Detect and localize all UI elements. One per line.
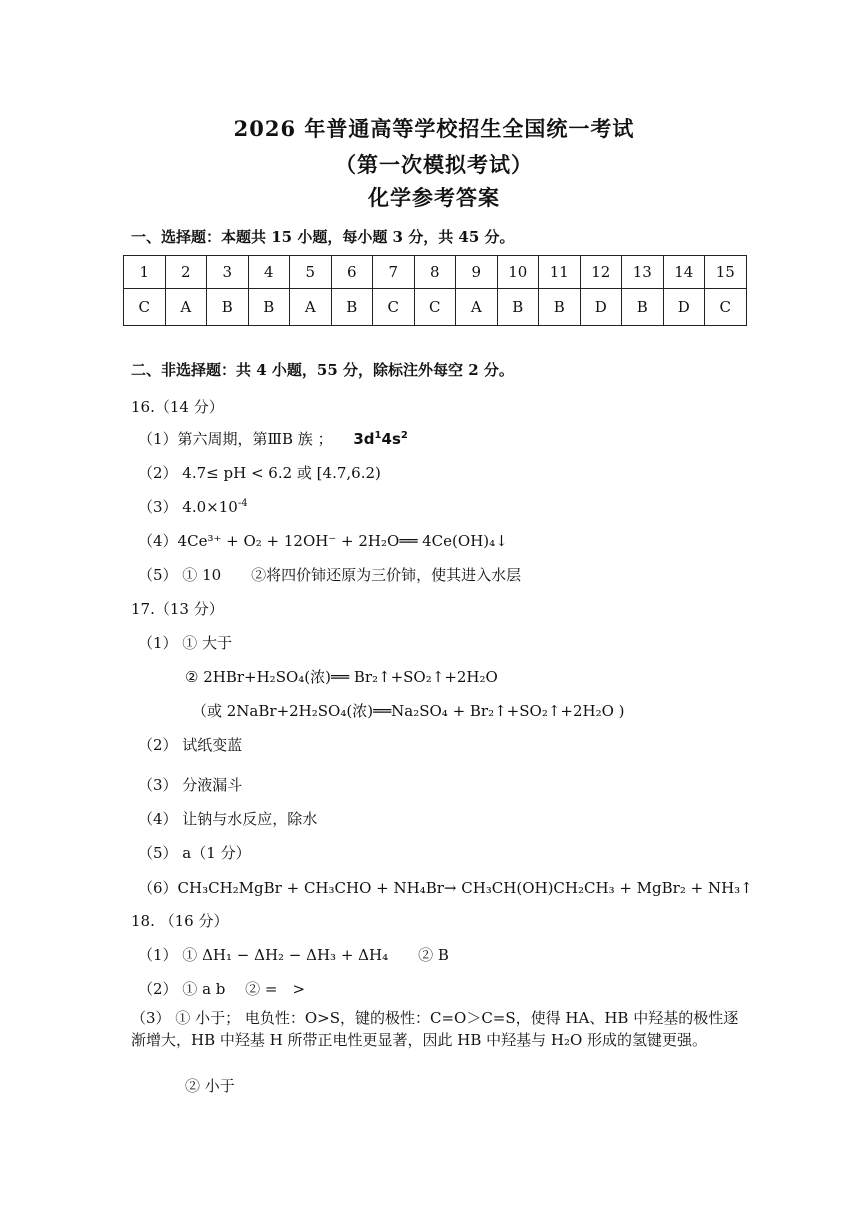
q16-answer-2: （2） 4.7≤ pH < 6.2 或 [4.7,6.2) xyxy=(138,464,381,482)
question-number: 1 xyxy=(124,256,166,289)
q17-answer-1-equation: ② 2HBr+H₂SO₄(浓)══ Br₂↑+SO₂↑+2H₂O xyxy=(185,668,498,686)
q17-answer-3: （3） 分液漏斗 xyxy=(138,776,243,794)
answer-cell: B xyxy=(539,289,581,326)
answer-cell: A xyxy=(456,289,498,326)
q17-answer-1-alternative: （或 2NaBr+2H₂SO₄(浓)══Na₂SO₄ + Br₂↑+SO₂↑+2H₂O ) xyxy=(192,702,625,720)
q18-answer-2: （2） ① a b ② = > xyxy=(138,980,306,998)
question-number: 13 xyxy=(622,256,664,289)
question-number-row xyxy=(124,256,747,289)
question-number: 7 xyxy=(373,256,415,289)
question-number: 2 xyxy=(165,256,207,289)
question-number: 10 xyxy=(497,256,539,289)
question-number: 6 xyxy=(331,256,373,289)
document-title: 化学参考答案 xyxy=(368,185,500,210)
answer-cell: A xyxy=(165,289,207,326)
q17-answer-4: （4） 让钠与水反应，除水 xyxy=(138,810,318,828)
multiple-choice-answer-table xyxy=(123,255,747,326)
question-number: 3 xyxy=(207,256,249,289)
q17-title: 17.（13 分） xyxy=(131,600,224,618)
q17-answer-2: （2） 试纸变蓝 xyxy=(138,736,243,754)
q17-answer-5: （5） a（1 分） xyxy=(138,844,251,862)
answer-cell: C xyxy=(124,289,166,326)
q16-answer-3: （3） $4.0\times 10^{-4}$ xyxy=(138,498,248,516)
answer-cell: B xyxy=(207,289,249,326)
q18-answer-3-part-2: ② 小于 xyxy=(185,1077,235,1095)
answer-cell: D xyxy=(580,289,622,326)
question-number: 9 xyxy=(456,256,498,289)
q17-answer-1: （1） ① 大于 xyxy=(138,634,233,652)
q16-answer-5: （5） ① 10 ②将四价铈还原为三价铈，使其进入水层 xyxy=(138,566,522,584)
q18-answer-3: （3） ① 小于； 电负性：O>S，键的极性：C=O＞C=S，使得 HA、HB 中羟基的极性逐渐增大，HB 中羟基 H 所带正电性更显著，因此 HB 中羟基与 H₂O 形成的氢键更强。 xyxy=(131,1009,739,1049)
answer-cell: C xyxy=(414,289,456,326)
q16-answer-1 xyxy=(138,428,408,449)
section2-heading: 二、非选择题：共 4 小题，55 分，除标注外每空 2 分。 xyxy=(131,361,514,379)
question-number: 11 xyxy=(539,256,581,289)
q16-answer-1-text: （1）第六周期，第ⅢB 族 ； xyxy=(138,430,333,448)
question-number: 15 xyxy=(705,256,747,289)
answer-cell: A xyxy=(290,289,332,326)
q18-answer-1: （1） ① ΔH₁ − ΔH₂ − ΔH₃ + ΔH₄ ② B xyxy=(138,946,449,964)
electron-configuration: $3d^14s^2$ xyxy=(353,430,408,448)
question-number: 4 xyxy=(248,256,290,289)
answer-cell: B xyxy=(622,289,664,326)
question-number: 12 xyxy=(580,256,622,289)
question-number: 14 xyxy=(663,256,705,289)
answer-cell: B xyxy=(497,289,539,326)
q16-answer-4: （4）4Ce³⁺ + O₂ + 12OH⁻ + 2H₂O══ 4Ce(OH)₄↓ xyxy=(138,532,508,550)
answer-cell: C xyxy=(373,289,415,326)
answer-cell: B xyxy=(248,289,290,326)
answer-cell: D xyxy=(663,289,705,326)
q18-title: 18. （16 分） xyxy=(131,912,229,930)
question-number: 8 xyxy=(414,256,456,289)
answer-cell: C xyxy=(705,289,747,326)
question-number: 5 xyxy=(290,256,332,289)
answer-cell: B xyxy=(331,289,373,326)
exam-subtitle: （第一次模拟考试） xyxy=(335,152,533,177)
answer-row xyxy=(124,289,747,326)
exam-title: 2026 年普通高等学校招生全国统一考试 xyxy=(233,116,635,141)
q17-answer-6: （6）CH₃CH₂MgBr + CH₃CHO + NH₄Br→ CH₃CH(OH)CH₂CH₃ + MgBr₂ + NH₃↑ xyxy=(138,879,753,897)
section1-heading: 一、选择题：本题共 15 小题，每小题 3 分，共 45 分。 xyxy=(131,228,515,246)
q16-title: 16.（14 分） xyxy=(131,398,224,416)
